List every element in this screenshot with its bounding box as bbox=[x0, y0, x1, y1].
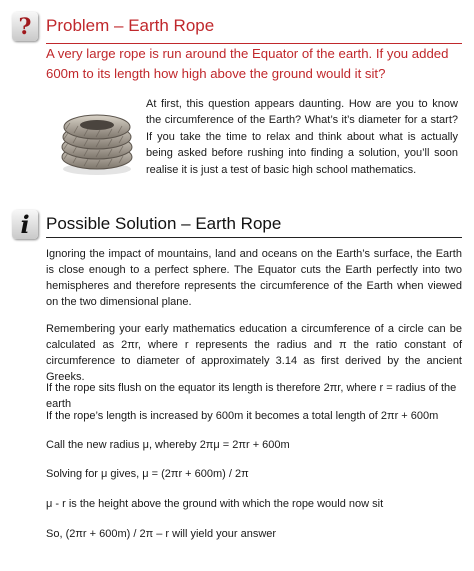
problem-question: A very large rope is run around the Equator of the earth. If you added 600m to its length how high above the ground would it sit? bbox=[46, 46, 449, 81]
solution-title: Possible Solution – Earth Rope bbox=[46, 214, 282, 233]
question-mark-icon: ? bbox=[12, 12, 38, 41]
solution-paragraph-1: Ignoring the impact of mountains, land and oceans on the Earth’s surface, the Earth is close enough to a perfect sphere. The Equator cuts the Earth perfectly into two hemispheres and therefore represents the circumference of the Earth when viewed on the two dimensional plane. bbox=[46, 248, 462, 308]
solution-paragraph-8: So, (2πr + 600m) / 2π – r will yield your answer bbox=[46, 528, 277, 540]
solution-paragraph-3: If the rope sits flush on the equator its length is therefore 2πr, where r = radius of the earth bbox=[46, 382, 457, 410]
solution-paragraph-2: Remembering your early mathematics education a circumference of a circle can be calculated as 2πr, where r represents the radius and π the ratio constant of circumference to diameter of approximately 3.14 as first derived by the ancient Greeks. bbox=[46, 323, 462, 383]
solution-paragraph-6: Solving for μ gives, μ = (2πr + 600m) / 2π bbox=[46, 468, 249, 480]
solution-paragraph-4: If the rope’s length is increased by 600m it becomes a total length of 2πr + 600m bbox=[46, 410, 439, 422]
problem-header bbox=[0, 12, 474, 46]
solution-header bbox=[0, 210, 474, 244]
solution-title-divider bbox=[46, 237, 462, 238]
problem-title: Problem – Earth Rope bbox=[46, 16, 215, 35]
coiled-rope-image bbox=[58, 107, 136, 177]
problem-intro: At first, this question appears daunting. How are you to know the circumference of the Earth? What’s it’s diameter for a start? If you take the time to relax and think about what is actually being asked before rushing into finding a solution, you’ll soon realise it is just a test of basic high school mathematics. bbox=[146, 98, 458, 176]
info-icon: i bbox=[12, 210, 38, 239]
solution-paragraph-5: Call the new radius μ, whereby 2πμ = 2πr + 600m bbox=[46, 439, 290, 451]
solution-paragraph-7: μ - r is the height above the ground with which the rope would now sit bbox=[46, 498, 384, 510]
